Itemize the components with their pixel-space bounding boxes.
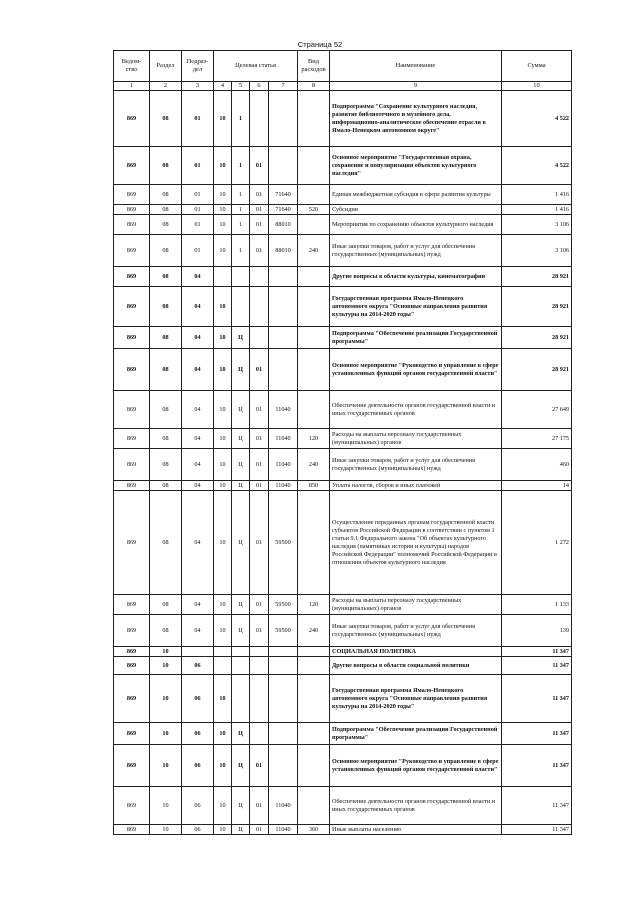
vedomstvo-cell: 869 bbox=[114, 429, 150, 449]
col-number: 4 bbox=[214, 82, 232, 91]
col-number: 1 bbox=[114, 82, 150, 91]
amount-cell: 28 921 bbox=[502, 327, 572, 349]
target-code-activity-cell: 01 bbox=[250, 449, 269, 481]
target-code-activity-cell bbox=[250, 723, 269, 745]
razdel-cell: 08 bbox=[150, 205, 182, 215]
target-code-direction-cell bbox=[269, 723, 298, 745]
razdel-cell: 08 bbox=[150, 429, 182, 449]
target-code-program-cell: 10 bbox=[214, 215, 232, 235]
expense-type-cell bbox=[298, 267, 330, 287]
vedomstvo-cell: 869 bbox=[114, 235, 150, 267]
target-code-activity-cell: 01 bbox=[250, 429, 269, 449]
target-code-subprogram-cell: Ц bbox=[232, 391, 250, 429]
razdel-cell: 08 bbox=[150, 391, 182, 429]
target-code-subprogram-cell: Ц bbox=[232, 327, 250, 349]
vedomstvo-cell: 869 bbox=[114, 675, 150, 723]
amount-cell: 1 416 bbox=[502, 205, 572, 215]
amount-cell: 11 347 bbox=[502, 675, 572, 723]
vedomstvo-cell: 869 bbox=[114, 481, 150, 491]
col-number: 3 bbox=[182, 82, 214, 91]
budget-table bbox=[113, 50, 572, 835]
expense-type-cell: 120 bbox=[298, 429, 330, 449]
expense-type-cell bbox=[298, 657, 330, 675]
amount-cell: 3 106 bbox=[502, 235, 572, 267]
target-code-program-cell: 10 bbox=[214, 825, 232, 835]
expense-type-cell bbox=[298, 215, 330, 235]
amount-cell: 27 175 bbox=[502, 429, 572, 449]
page-label: Страница 52 bbox=[297, 40, 343, 49]
expense-type-cell: 240 bbox=[298, 615, 330, 647]
target-code-program-cell: 10 bbox=[214, 449, 232, 481]
item-name-cell: Другие вопросы в области социальной политики bbox=[330, 657, 502, 675]
amount-cell: 11 347 bbox=[502, 745, 572, 787]
target-code-direction-cell bbox=[269, 147, 298, 185]
razdel-cell: 10 bbox=[150, 787, 182, 825]
target-code-program-cell: 10 bbox=[214, 235, 232, 267]
vedomstvo-cell: 869 bbox=[114, 449, 150, 481]
target-code-subprogram-cell: Ц bbox=[232, 429, 250, 449]
table-row bbox=[114, 595, 572, 615]
target-code-subprogram-cell bbox=[232, 675, 250, 723]
target-code-program-cell: 10 bbox=[214, 147, 232, 185]
razdel-cell: 08 bbox=[150, 481, 182, 491]
amount-cell: 139 bbox=[502, 615, 572, 647]
vedomstvo-cell: 869 bbox=[114, 91, 150, 147]
target-code-direction-cell: 11040 bbox=[269, 391, 298, 429]
col-number: 6 bbox=[250, 82, 269, 91]
table-row bbox=[114, 723, 572, 745]
podrazdel-cell: 06 bbox=[182, 745, 214, 787]
razdel-cell: 08 bbox=[150, 185, 182, 205]
table-row bbox=[114, 287, 572, 327]
amount-cell: 11 347 bbox=[502, 787, 572, 825]
target-code-activity-cell: 01 bbox=[250, 745, 269, 787]
target-code-activity-cell: 01 bbox=[250, 215, 269, 235]
podrazdel-cell: 04 bbox=[182, 267, 214, 287]
amount-cell: 3 106 bbox=[502, 215, 572, 235]
vedomstvo-cell: 869 bbox=[114, 615, 150, 647]
item-name-cell: Государственная программа Ямало-Ненецкого автономного округа "Основные направления развития культуры на 2014-2020 годы" bbox=[330, 287, 502, 327]
target-code-subprogram-cell: 1 bbox=[232, 215, 250, 235]
target-code-activity-cell: 01 bbox=[250, 787, 269, 825]
target-code-direction-cell bbox=[269, 745, 298, 787]
expense-type-cell bbox=[298, 391, 330, 429]
column-numbers-row bbox=[114, 82, 572, 91]
target-code-subprogram-cell: Ц bbox=[232, 481, 250, 491]
expense-type-cell: 850 bbox=[298, 481, 330, 491]
target-code-subprogram-cell: 1 bbox=[232, 91, 250, 147]
table-row bbox=[114, 91, 572, 147]
target-code-subprogram-cell: Ц bbox=[232, 787, 250, 825]
razdel-cell: 08 bbox=[150, 91, 182, 147]
target-code-activity-cell: 01 bbox=[250, 147, 269, 185]
expense-type-cell bbox=[298, 327, 330, 349]
expense-type-cell bbox=[298, 745, 330, 787]
razdel-cell: 10 bbox=[150, 675, 182, 723]
target-code-subprogram-cell: Ц bbox=[232, 491, 250, 595]
amount-cell: 27 649 bbox=[502, 391, 572, 429]
amount-cell: 4 522 bbox=[502, 147, 572, 185]
target-code-direction-cell bbox=[269, 657, 298, 675]
target-code-activity-cell: 01 bbox=[250, 491, 269, 595]
target-code-program-cell: 10 bbox=[214, 429, 232, 449]
item-name-cell: Единая межбюджетная субсидия в сфере развития культуры bbox=[330, 185, 502, 205]
expense-type-cell bbox=[298, 647, 330, 657]
target-code-direction-cell bbox=[269, 349, 298, 391]
target-code-activity-cell: 01 bbox=[250, 615, 269, 647]
target-code-direction-cell: 11040 bbox=[269, 825, 298, 835]
target-code-program-cell: 10 bbox=[214, 349, 232, 391]
target-code-program-cell: 10 bbox=[214, 745, 232, 787]
item-name-cell: Подпрограмма "Сохранение культурного наследия, развитие библиотечного и музейного дела, информационно-аналитическое обеспечение отрасли в Ямало-Ненецком автономном округе" bbox=[330, 91, 502, 147]
target-code-direction-cell: 59500 bbox=[269, 595, 298, 615]
podrazdel-cell: 04 bbox=[182, 481, 214, 491]
podrazdel-cell: 01 bbox=[182, 185, 214, 205]
vedomstvo-cell: 869 bbox=[114, 647, 150, 657]
amount-cell: 1 416 bbox=[502, 185, 572, 205]
razdel-cell: 08 bbox=[150, 267, 182, 287]
table-row bbox=[114, 825, 572, 835]
expense-type-cell: 520 bbox=[298, 205, 330, 215]
target-code-direction-cell: 88010 bbox=[269, 235, 298, 267]
target-code-direction-cell: 11040 bbox=[269, 429, 298, 449]
item-name-cell: Иные закупки товаров, работ и услуг для обеспечения государственных (муниципальных) нужд bbox=[330, 235, 502, 267]
item-name-cell: Обеспечение деятельности органов государственной власти и иных государственных органов bbox=[330, 787, 502, 825]
item-name-cell: Расходы на выплаты персоналу государственных (муниципальных) органов bbox=[330, 595, 502, 615]
table-row bbox=[114, 267, 572, 287]
podrazdel-cell: 04 bbox=[182, 491, 214, 595]
table-row bbox=[114, 647, 572, 657]
podrazdel-cell: 06 bbox=[182, 675, 214, 723]
target-code-direction-cell: 59500 bbox=[269, 491, 298, 595]
target-code-subprogram-cell: Ц bbox=[232, 595, 250, 615]
target-code-activity-cell: 01 bbox=[250, 205, 269, 215]
target-code-program-cell: 10 bbox=[214, 491, 232, 595]
target-code-activity-cell bbox=[250, 91, 269, 147]
target-code-direction-cell: 71640 bbox=[269, 205, 298, 215]
target-code-program-cell bbox=[214, 647, 232, 657]
target-code-subprogram-cell bbox=[232, 267, 250, 287]
table-row bbox=[114, 481, 572, 491]
target-code-subprogram-cell bbox=[232, 287, 250, 327]
target-code-activity-cell bbox=[250, 327, 269, 349]
podrazdel-cell: 01 bbox=[182, 147, 214, 185]
expense-type-cell bbox=[298, 185, 330, 205]
amount-cell: 28 921 bbox=[502, 287, 572, 327]
item-name-cell: Иные выплаты населению bbox=[330, 825, 502, 835]
podrazdel-cell: 01 bbox=[182, 235, 214, 267]
target-code-activity-cell: 01 bbox=[250, 185, 269, 205]
item-name-cell: Основное мероприятие "Руководство и управление в сфере установленных функций органов государственной власти" bbox=[330, 745, 502, 787]
vedomstvo-cell: 869 bbox=[114, 491, 150, 595]
podrazdel-cell: 06 bbox=[182, 657, 214, 675]
razdel-cell: 10 bbox=[150, 647, 182, 657]
target-code-program-cell bbox=[214, 657, 232, 675]
item-name-cell: Уплата налогов, сборов и иных платежей bbox=[330, 481, 502, 491]
target-code-program-cell: 10 bbox=[214, 595, 232, 615]
table-row bbox=[114, 391, 572, 429]
target-code-activity-cell: 01 bbox=[250, 481, 269, 491]
item-name-cell: Подпрограмма "Обеспечение реализации Государственной программы" bbox=[330, 723, 502, 745]
target-code-activity-cell bbox=[250, 647, 269, 657]
table-row bbox=[114, 675, 572, 723]
table-row bbox=[114, 491, 572, 595]
podrazdel-cell: 06 bbox=[182, 825, 214, 835]
target-code-activity-cell: 01 bbox=[250, 595, 269, 615]
target-code-subprogram-cell bbox=[232, 657, 250, 675]
amount-cell: 11 347 bbox=[502, 825, 572, 835]
col-number: 7 bbox=[269, 82, 298, 91]
target-code-program-cell bbox=[214, 267, 232, 287]
col-number: 10 bbox=[502, 82, 572, 91]
target-code-subprogram-cell bbox=[232, 647, 250, 657]
podrazdel-cell: 04 bbox=[182, 449, 214, 481]
header-razdel: Раздел bbox=[150, 51, 182, 82]
target-code-activity-cell bbox=[250, 267, 269, 287]
podrazdel-cell: 01 bbox=[182, 215, 214, 235]
expense-type-cell: 240 bbox=[298, 449, 330, 481]
podrazdel-cell: 06 bbox=[182, 787, 214, 825]
table-row bbox=[114, 185, 572, 205]
razdel-cell: 08 bbox=[150, 327, 182, 349]
target-code-program-cell: 10 bbox=[214, 287, 232, 327]
target-code-direction-cell: 59500 bbox=[269, 615, 298, 647]
table-row bbox=[114, 429, 572, 449]
table-row bbox=[114, 205, 572, 215]
table-row bbox=[114, 787, 572, 825]
col-number: 8 bbox=[298, 82, 330, 91]
item-name-cell: Иные закупки товаров, работ и услуг для обеспечения государственных (муниципальных) нужд bbox=[330, 449, 502, 481]
target-code-activity-cell bbox=[250, 675, 269, 723]
item-name-cell: Другие вопросы в области культуры, кинематографии bbox=[330, 267, 502, 287]
expense-type-cell bbox=[298, 349, 330, 391]
table-row bbox=[114, 615, 572, 647]
expense-type-cell: 360 bbox=[298, 825, 330, 835]
razdel-cell: 10 bbox=[150, 657, 182, 675]
amount-cell: 4 522 bbox=[502, 91, 572, 147]
amount-cell: 11 347 bbox=[502, 723, 572, 745]
target-code-direction-cell: 71640 bbox=[269, 185, 298, 205]
target-code-subprogram-cell: 1 bbox=[232, 205, 250, 215]
table-row bbox=[114, 327, 572, 349]
item-name-cell: Подпрограмма "Обеспечение реализации Государственной программы" bbox=[330, 327, 502, 349]
vedomstvo-cell: 869 bbox=[114, 349, 150, 391]
expense-type-cell: 120 bbox=[298, 595, 330, 615]
amount-cell: 11 347 bbox=[502, 657, 572, 675]
target-code-subprogram-cell: Ц bbox=[232, 615, 250, 647]
expense-type-cell bbox=[298, 91, 330, 147]
item-name-cell: Основное мероприятие "Руководство и управление в сфере установленных функций органов государственной власти" bbox=[330, 349, 502, 391]
vedomstvo-cell: 869 bbox=[114, 723, 150, 745]
target-code-program-cell: 10 bbox=[214, 91, 232, 147]
expense-type-cell bbox=[298, 675, 330, 723]
target-code-program-cell: 10 bbox=[214, 185, 232, 205]
target-code-program-cell: 10 bbox=[214, 615, 232, 647]
item-name-cell: Расходы на выплаты персоналу государственных (муниципальных) органов bbox=[330, 429, 502, 449]
table-row bbox=[114, 657, 572, 675]
header-podrazdel: Подраз- дел bbox=[182, 51, 214, 82]
vedomstvo-cell: 869 bbox=[114, 595, 150, 615]
vedomstvo-cell: 869 bbox=[114, 327, 150, 349]
target-code-program-cell: 10 bbox=[214, 205, 232, 215]
razdel-cell: 08 bbox=[150, 349, 182, 391]
target-code-program-cell: 10 bbox=[214, 723, 232, 745]
target-code-program-cell: 10 bbox=[214, 327, 232, 349]
vedomstvo-cell: 869 bbox=[114, 657, 150, 675]
target-code-program-cell: 10 bbox=[214, 787, 232, 825]
target-code-activity-cell: 01 bbox=[250, 235, 269, 267]
target-code-subprogram-cell: 1 bbox=[232, 235, 250, 267]
expense-type-cell: 240 bbox=[298, 235, 330, 267]
table-row bbox=[114, 349, 572, 391]
razdel-cell: 08 bbox=[150, 449, 182, 481]
target-code-program-cell: 10 bbox=[214, 481, 232, 491]
expense-type-cell bbox=[298, 723, 330, 745]
vedomstvo-cell: 869 bbox=[114, 267, 150, 287]
target-code-activity-cell: 01 bbox=[250, 349, 269, 391]
amount-cell: 28 921 bbox=[502, 349, 572, 391]
target-code-direction-cell bbox=[269, 287, 298, 327]
target-code-subprogram-cell: Ц bbox=[232, 825, 250, 835]
razdel-cell: 10 bbox=[150, 745, 182, 787]
col-number: 2 bbox=[150, 82, 182, 91]
expense-type-cell bbox=[298, 491, 330, 595]
vedomstvo-cell: 869 bbox=[114, 185, 150, 205]
item-name-cell: Иные закупки товаров, работ и услуг для обеспечения государственных (муниципальных) нужд bbox=[330, 615, 502, 647]
target-code-subprogram-cell: Ц bbox=[232, 723, 250, 745]
target-code-direction-cell: 11040 bbox=[269, 449, 298, 481]
table-row bbox=[114, 147, 572, 185]
amount-cell: 1 133 bbox=[502, 595, 572, 615]
razdel-cell: 08 bbox=[150, 235, 182, 267]
vedomstvo-cell: 869 bbox=[114, 745, 150, 787]
item-name-cell: Мероприятия по сохранению объектов культурного наследия bbox=[330, 215, 502, 235]
razdel-cell: 10 bbox=[150, 825, 182, 835]
header-vid-rashodov: Вид расходов bbox=[298, 51, 330, 82]
amount-cell: 11 347 bbox=[502, 647, 572, 657]
amount-cell: 28 921 bbox=[502, 267, 572, 287]
table-body bbox=[114, 91, 572, 835]
item-name-cell: Основное мероприятие "Государственная охрана, сохранение и популяризация объектов культурного наследия" bbox=[330, 147, 502, 185]
vedomstvo-cell: 869 bbox=[114, 391, 150, 429]
item-name-cell: Субсидии bbox=[330, 205, 502, 215]
razdel-cell: 08 bbox=[150, 287, 182, 327]
target-code-direction-cell bbox=[269, 91, 298, 147]
table-row bbox=[114, 745, 572, 787]
header-naimenovanie: Наименование bbox=[330, 51, 502, 82]
razdel-cell: 10 bbox=[150, 723, 182, 745]
col-number: 9 bbox=[330, 82, 502, 91]
podrazdel-cell: 04 bbox=[182, 391, 214, 429]
target-code-subprogram-cell: Ц bbox=[232, 349, 250, 391]
amount-cell: 1 272 bbox=[502, 491, 572, 595]
vedomstvo-cell: 869 bbox=[114, 147, 150, 185]
razdel-cell: 08 bbox=[150, 147, 182, 185]
target-code-subprogram-cell: 1 bbox=[232, 147, 250, 185]
vedomstvo-cell: 869 bbox=[114, 205, 150, 215]
vedomstvo-cell: 869 bbox=[114, 825, 150, 835]
target-code-direction-cell bbox=[269, 647, 298, 657]
target-code-activity-cell: 01 bbox=[250, 825, 269, 835]
podrazdel-cell: 01 bbox=[182, 205, 214, 215]
target-code-subprogram-cell: Ц bbox=[232, 745, 250, 787]
expense-type-cell bbox=[298, 787, 330, 825]
target-code-activity-cell bbox=[250, 657, 269, 675]
header-summa: Сумма bbox=[502, 51, 572, 82]
razdel-cell: 08 bbox=[150, 491, 182, 595]
target-code-activity-cell bbox=[250, 287, 269, 327]
table-row bbox=[114, 215, 572, 235]
vedomstvo-cell: 869 bbox=[114, 787, 150, 825]
target-code-program-cell: 10 bbox=[214, 675, 232, 723]
col-number: 5 bbox=[232, 82, 250, 91]
target-code-subprogram-cell: 1 bbox=[232, 185, 250, 205]
podrazdel-cell: 06 bbox=[182, 723, 214, 745]
target-code-direction-cell bbox=[269, 327, 298, 349]
podrazdel-cell: 04 bbox=[182, 429, 214, 449]
table-row bbox=[114, 449, 572, 481]
podrazdel-cell: 04 bbox=[182, 595, 214, 615]
vedomstvo-cell: 869 bbox=[114, 287, 150, 327]
header-vedomstvo: Ведом- ство bbox=[114, 51, 150, 82]
item-name-cell: СОЦИАЛЬНАЯ ПОЛИТИКА bbox=[330, 647, 502, 657]
podrazdel-cell: 01 bbox=[182, 91, 214, 147]
item-name-cell: Государственная программа Ямало-Ненецкого автономного округа "Основные направления развития культуры на 2014-2020 годы" bbox=[330, 675, 502, 723]
item-name-cell: Обеспечение деятельности органов государственной власти и иных государственных органов bbox=[330, 391, 502, 429]
podrazdel-cell: 04 bbox=[182, 349, 214, 391]
target-code-direction-cell: 11040 bbox=[269, 481, 298, 491]
expense-type-cell bbox=[298, 287, 330, 327]
vedomstvo-cell: 869 bbox=[114, 215, 150, 235]
podrazdel-cell: 04 bbox=[182, 615, 214, 647]
item-name-cell: Осуществление переданных органам государственной власти субъектов Российской Федерации в соответствии с пунктом 1 статьи 9.1 Федерального закона "Об объектах культурного наследия (памятниках истории и культуры) народов Российской Федерации" полномочий Российской Федерации в отношении объектов культурного наследия bbox=[330, 491, 502, 595]
target-code-program-cell: 10 bbox=[214, 391, 232, 429]
amount-cell: 14 bbox=[502, 481, 572, 491]
header-row bbox=[114, 51, 572, 82]
amount-cell: 460 bbox=[502, 449, 572, 481]
table-row bbox=[114, 235, 572, 267]
target-code-direction-cell: 88010 bbox=[269, 215, 298, 235]
target-code-direction-cell bbox=[269, 675, 298, 723]
expense-type-cell bbox=[298, 147, 330, 185]
razdel-cell: 08 bbox=[150, 595, 182, 615]
podrazdel-cell: 04 bbox=[182, 287, 214, 327]
target-code-subprogram-cell: Ц bbox=[232, 449, 250, 481]
podrazdel-cell: 04 bbox=[182, 327, 214, 349]
target-code-direction-cell bbox=[269, 267, 298, 287]
header-celevaya-statya: Целевая статья bbox=[214, 51, 298, 82]
razdel-cell: 08 bbox=[150, 215, 182, 235]
podrazdel-cell bbox=[182, 647, 214, 657]
target-code-activity-cell: 01 bbox=[250, 391, 269, 429]
target-code-direction-cell: 11040 bbox=[269, 787, 298, 825]
razdel-cell: 08 bbox=[150, 615, 182, 647]
